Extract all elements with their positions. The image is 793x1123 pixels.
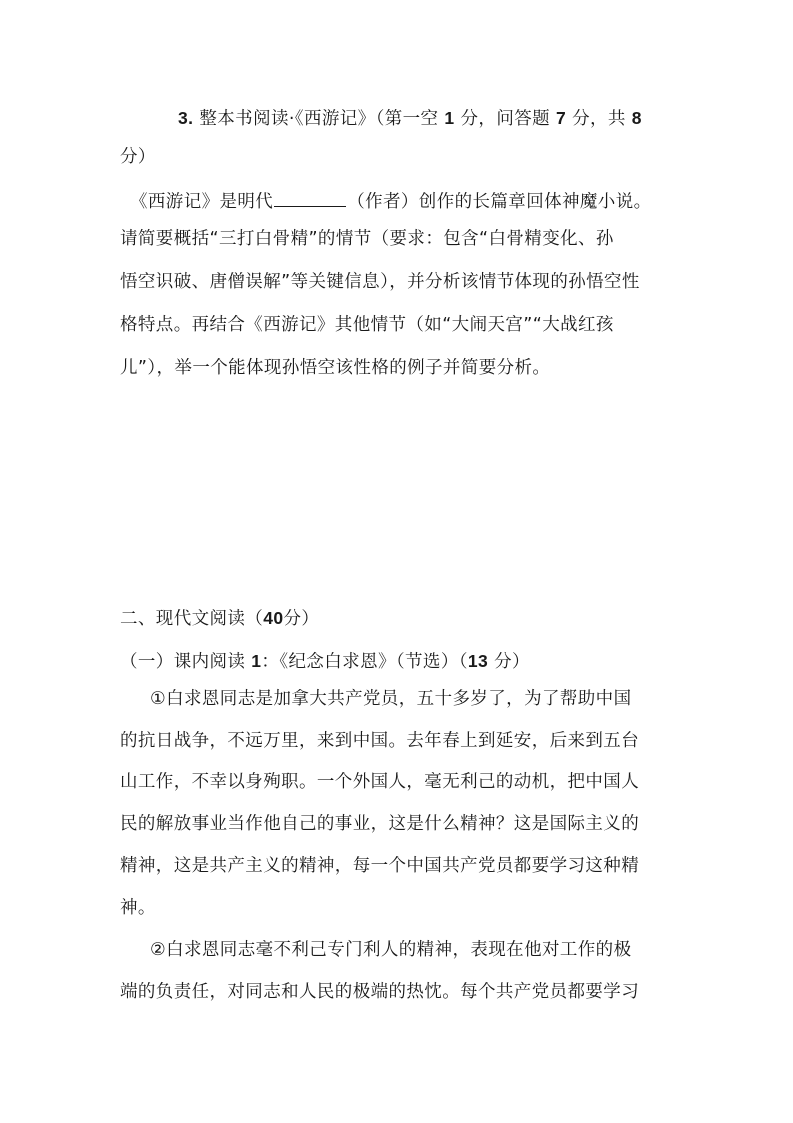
question-3-body-line-5: 儿”），举一个能体现孙悟空该性格的例子并简要分析。 bbox=[120, 358, 551, 378]
subsection-1-heading: （一）课内阅读 1：《纪念白求恩》（节选）（13 分） bbox=[120, 651, 530, 672]
score-question-points: 7 bbox=[556, 108, 567, 128]
passage-paragraph-2-line-2: 端的负责任，对同志和人民的极端的热忱。每个共产党员都要学习 bbox=[120, 982, 640, 1002]
author-answer-blank[interactable] bbox=[274, 190, 346, 207]
section-2-score: 40 bbox=[263, 608, 284, 628]
passage-paragraph-1-line-1: ①白求恩同志是加拿大共产党员，五十多岁了，为了帮助中国 bbox=[150, 689, 632, 709]
question-3-body-line-1 bbox=[130, 190, 690, 213]
section-2-heading: 二、现代文阅读（40分） bbox=[120, 608, 320, 629]
passage-paragraph-1-line-3: 山工作，不幸以身殉职。一个外国人，毫无利己的动机，把中国人 bbox=[120, 772, 640, 792]
body-pre-blank: 《西游记》是明代 bbox=[130, 192, 274, 212]
body-post-blank: （作者）创作的长篇章回体神魔小说。 bbox=[347, 192, 652, 212]
score-blank-points: 1 bbox=[444, 108, 455, 128]
question-3-body-line-3: 悟空识破、唐僧误解”等关键信息），并分析该情节体现的孙悟空性 bbox=[120, 272, 640, 292]
question-3-header-end: 分） bbox=[120, 147, 156, 167]
subsection-number: 1 bbox=[251, 651, 262, 671]
question-3-body-line-2: 请简要概括“三打白骨精”的情节（要求：包含“白骨精变化、孙 bbox=[120, 229, 614, 249]
question-number: 3. bbox=[178, 108, 194, 128]
passage-paragraph-2-line-1: ②白求恩同志毫不利己专门利人的精神，表现在他对工作的极 bbox=[150, 940, 632, 960]
subsection-score: 13 bbox=[467, 651, 489, 671]
passage-paragraph-1-line-6: 神。 bbox=[120, 898, 156, 918]
score-total-points: 8 bbox=[631, 108, 642, 128]
score-mid-1: 分，问答题 bbox=[460, 109, 551, 129]
question-3-body-line-4: 格特点。再结合《西游记》其他情节（如“大闹天宫”“大战红孩 bbox=[120, 315, 614, 335]
passage-paragraph-1-line-2: 的抗日战争，不远万里，来到中国。去年春上到延安，后来到五台 bbox=[120, 731, 640, 751]
score-mid-2: 分，共 bbox=[572, 109, 626, 129]
passage-paragraph-1-line-5: 精神，这是共产主义的精神，每一个中国共产党员都要学习这种精 bbox=[120, 856, 640, 876]
passage-paragraph-1-line-4: 民的解放事业当作他自己的事业，这是什么精神？这是国际主义的 bbox=[120, 814, 640, 834]
question-title: 整本书阅读·《西游记》 bbox=[199, 109, 376, 129]
score-open: （第一空 bbox=[375, 109, 439, 129]
question-3-header bbox=[178, 107, 683, 130]
